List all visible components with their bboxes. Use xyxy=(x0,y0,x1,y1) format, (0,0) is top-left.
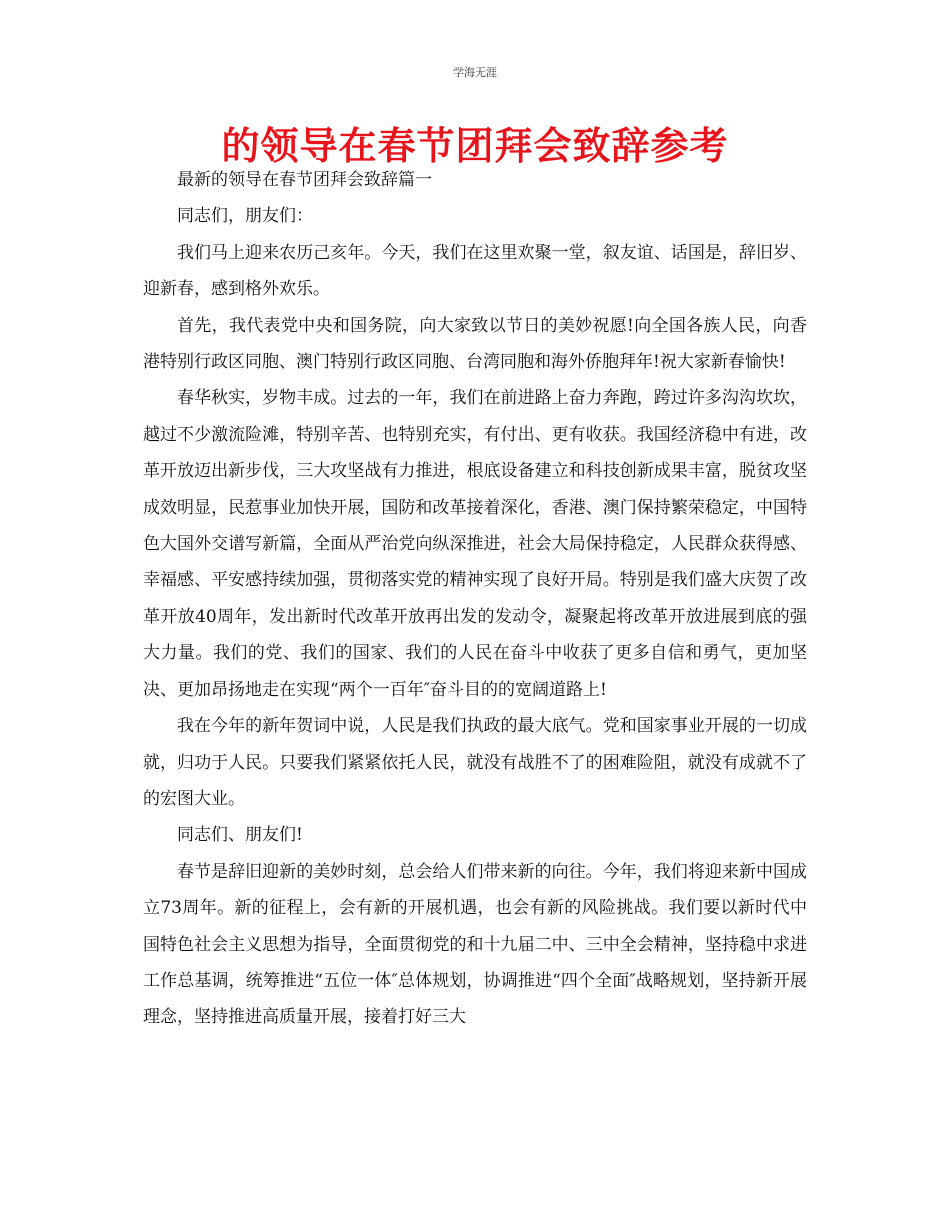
paragraph: 我在今年的新年贺词中说，人民是我们执政的最大底气。党和国家事业开展的一切成就，归功于人民。只要我们紧紧依托人民，就没有战胜不了的困难险阻，就没有成就不了的宏图大业。 xyxy=(143,716,807,809)
paragraph: 春节是辞旧迎新的美妙时刻，总会给人们带来新的向往。今年，我们将迎来新中国成立73周年。新的征程上，会有新的开展机遇，也会有新的风险挑战。我们要以新时代中国特色社会主义思想为指导，全面贯彻党的和十九届二中、三中全会精神，坚持稳中求进工作总基调，统筹推进“五位一体″总体规划，协调推进“四个全面″战略规划，坚持新开展理念，坚持推进高质量开展，接着打好三大 xyxy=(143,861,807,1028)
paragraph-subtitle: 最新的领导在春节团拜会致辞篇一 xyxy=(177,170,432,190)
paragraph: 春华秋实，岁物丰成。过去的一年，我们在前进路上奋力奔跑，跨过许多沟沟坎坎，越过不少激流险滩，特别辛苦、也特别充实，有付出、更有收获。我国经济稳中有进，改革开放迈出新步伐，三大攻坚战有力推进，根底设备建立和科技创新成果丰富，脱贫攻坚成效明显，民惹事业加快开展，国防和改革接着深化，香港、澳门保持繁荣稳定，中国特色大国外交谱写新篇，全面从严治党向纵深推进，社会大局保持稳定，人民群众获得感、幸福感、平安感持续加强，贯彻落实党的精神实现了良好开局。特别是我们盛大庆贺了改革开放40周年，发出新时代改革开放再出发的发动令，凝聚起将改革开放进展到底的强大力量。我们的党、我们的国家、我们的人民在奋斗中收获了更多自信和勇气，更加坚决、更加昂扬地走在实现“两个一百年″奋斗目的的宽阔道路上! xyxy=(143,388,807,700)
paragraph-greeting: 同志们，朋友们： xyxy=(177,206,313,227)
paragraph: 我们马上迎来农历己亥年。今天，我们在这里欢聚一堂，叙友谊、话国是，辞旧岁、迎新春，感到格外欢乐。 xyxy=(143,242,807,300)
paragraph: 首先，我代表党中央和国务院，向大家致以节日的美妙祝愿!向全国各族人民，向香港特别行政区同胞、澳门特别行政区同胞、台湾同胞和海外侨胞拜年!祝大家新春愉快! xyxy=(143,315,807,373)
page-header: 学海无涯 xyxy=(453,66,497,79)
document-body xyxy=(143,162,807,1036)
paragraph-greeting: 同志们、朋友们! xyxy=(177,825,303,846)
document-title: 的领导在春节团拜会致辞参考 xyxy=(221,124,729,168)
